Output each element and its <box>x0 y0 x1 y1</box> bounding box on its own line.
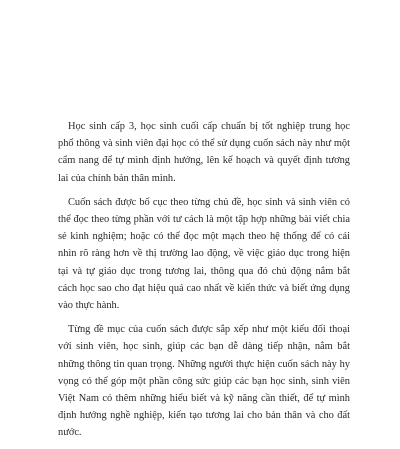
body-text <box>58 118 350 449</box>
paragraph-1: Học sinh cấp 3, học sinh cuối cấp chuẩn bị tốt nghiệp trung học phổ thông và sinh viên đại học có thể sử dụng cuốn sách này như một cẩm nang để tự mình định hướng, lên kế hoạch và quyết định tương lai của chính bản thân mình. <box>58 121 350 184</box>
paragraph-2: Cuốn sách được bố cục theo từng chủ đề, học sinh và sinh viên có thể đọc theo từng phần với tư cách là một tập hợp những bài viết chia sẻ kinh nghiệm; hoặc có thể đọc một mạch theo hệ thống để có cái nhìn rõ ràng hơn về thị trường lao động, về việc giáo dục trong hiện tại và tự giáo dục trong tương lai, thông qua đó chủ động nắm bắt cách học sao cho đạt hiệu quả cao nhất về kiến thức và biết ứng dụng vào thực hành. <box>58 196 350 312</box>
paragraph-3: Từng đề mục của cuốn sách được sắp xếp như một kiểu đối thoại với sinh viên, học sinh, giúp các bạn dễ dàng tiếp nhận, nắm bắt những thông tin quan trọng. Những người thực hiện cuốn sách này hy vọng có thể góp một phần công sức giúp các bạn học sinh, sinh viên Việt Nam có thêm những hiểu biết và kỹ năng cần thiết, để tự mình định hướng nghề nghiệp, kiến tạo tương lai cho bản thân và cho đất nước. <box>58 324 350 439</box>
